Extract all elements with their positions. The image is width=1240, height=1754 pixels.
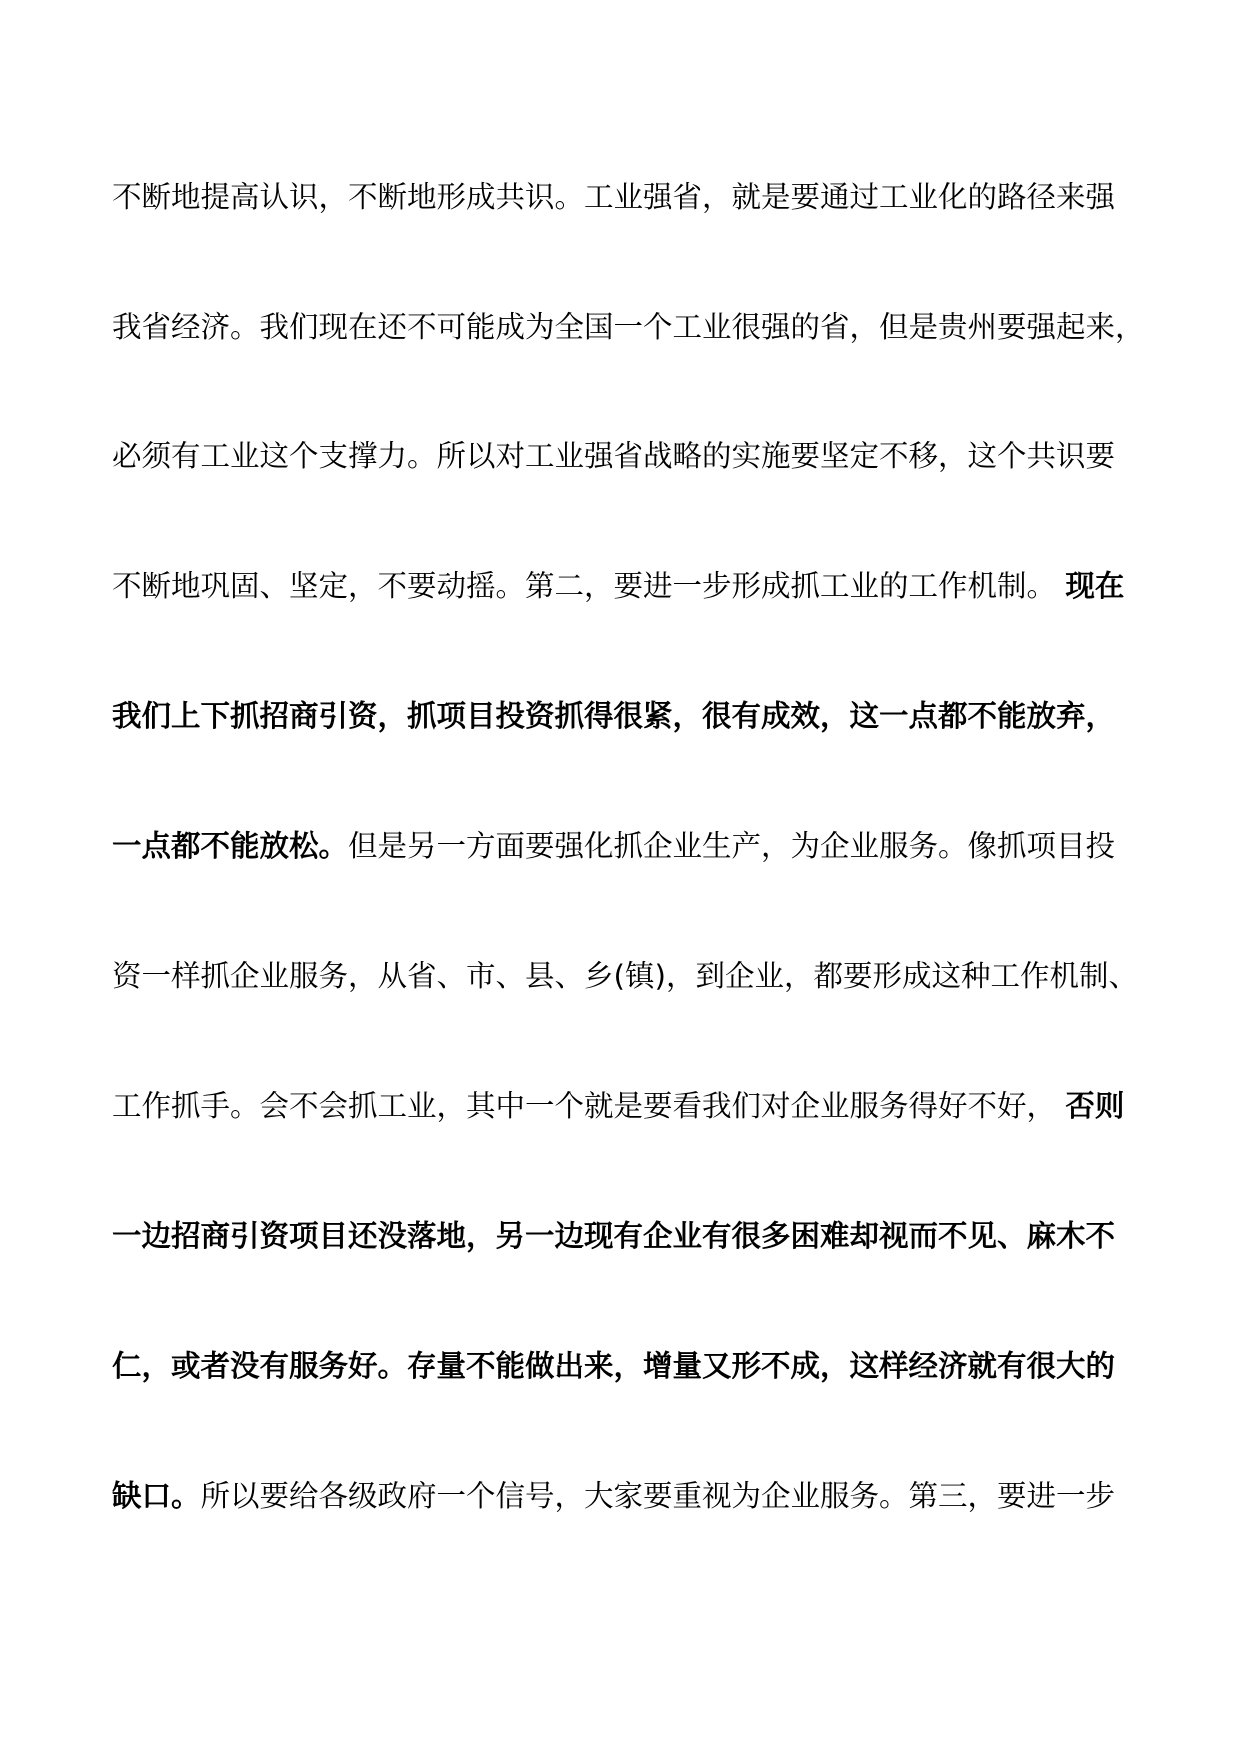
bold-text-run: 否则 (1065, 1089, 1125, 1123)
bold-text-run: 仁，或者没有服务好。存量不能做出来，增量又形不成，这样经济就有很大的 (112, 1349, 1116, 1383)
text-run: 工作抓手。会不会抓工业，其中一个就是要看我们对企业服务得好不好， (112, 1089, 1057, 1123)
text-run: 资一样抓企业服务，从省、市、县、乡(镇)，到企业，都要形成这种工作机制、 (112, 959, 1139, 993)
text-run: 不断地提高认识，不断地形成共识。工业强省，就是要通过工业化的路径来强 (112, 180, 1116, 214)
text-line-1 (112, 173, 1152, 221)
text-line-7 (112, 952, 1152, 1000)
text-line-6 (112, 822, 1152, 870)
text-line-5 (112, 692, 1152, 740)
text-line-2 (112, 303, 1152, 351)
bold-text-run: 一边招商引资项目还没落地，另一边现有企业有很多困难却视而不见、麻木不 (112, 1219, 1116, 1253)
text-line-8 (112, 1082, 1152, 1130)
text-line-3 (112, 432, 1152, 480)
bold-text-run: 缺口。 (112, 1479, 201, 1513)
text-line-4 (112, 562, 1152, 610)
bold-text-run: 现在 (1065, 569, 1125, 603)
text-run: 不断地巩固、坚定，不要动摇。第二，要进一步形成抓工业的工作机制。 (112, 569, 1057, 603)
text-run: 我省经济。我们现在还不可能成为全国一个工业很强的省，但是贵州要强起来， (112, 310, 1145, 344)
text-line-11 (112, 1472, 1152, 1520)
text-line-10 (112, 1342, 1152, 1390)
text-run: 所以要给各级政府一个信号，大家要重视为企业服务。第三，要进一步 (200, 1479, 1116, 1513)
bold-text-run: 我们上下抓招商引资，抓项目投资抓得很紧，很有成效，这一点都不能放弃， (112, 699, 1116, 733)
text-run: 但是另一方面要强化抓企业生产，为企业服务。像抓项目投 (348, 829, 1116, 863)
text-line-9 (112, 1212, 1152, 1260)
bold-text-run: 一点都不能放松。 (112, 829, 349, 863)
text-run: 必须有工业这个支撑力。所以对工业强省战略的实施要坚定不移，这个共识要 (112, 439, 1116, 473)
